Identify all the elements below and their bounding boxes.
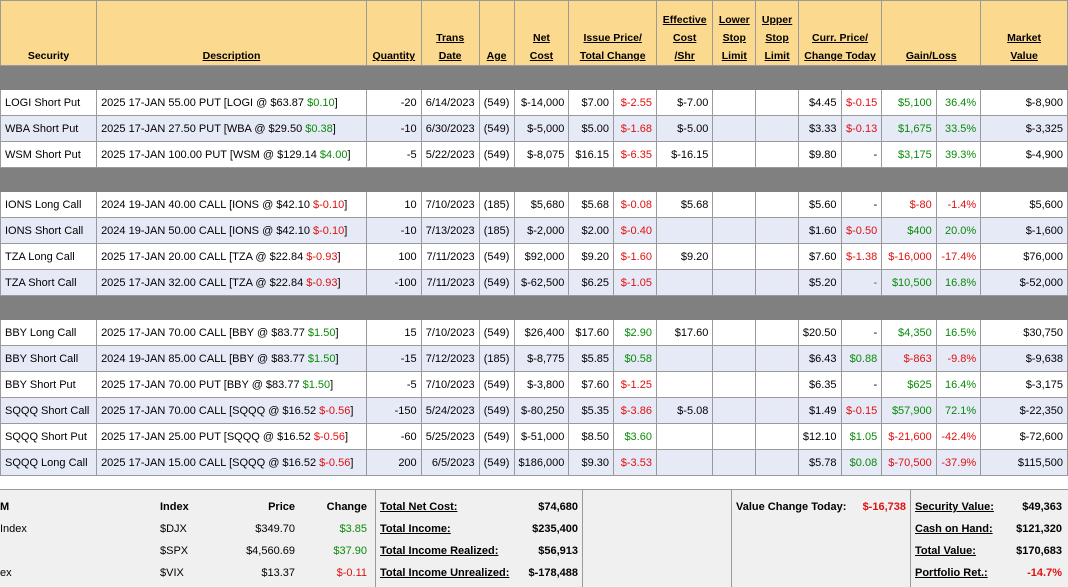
cell-gain-loss[interactable]: $10,500 [882,270,937,296]
cell-trans-date[interactable]: 7/11/2023 [421,270,479,296]
col-issue-price[interactable]: Issue Price/ Total Change [569,1,657,66]
cell-net-cost[interactable]: $-62,500 [514,270,569,296]
cell-quantity[interactable]: 200 [366,450,421,476]
cell-trans-date[interactable]: 5/24/2023 [421,398,479,424]
cell-upper-stop[interactable] [756,90,799,116]
cell-gain-loss[interactable]: $-16,000 [882,244,937,270]
cell-gain-loss[interactable]: $3,175 [882,142,937,168]
cell-change-today[interactable]: - [841,372,882,398]
table-row[interactable] [1,142,1068,168]
cell-upper-stop[interactable] [756,116,799,142]
total-row [376,496,582,518]
total-label: Total Income Unrealized: [380,567,510,579]
cell-change-today[interactable]: $-1.38 [841,244,882,270]
cell-total-change[interactable]: $-3.86 [613,398,656,424]
cell-description[interactable]: 2025 17-JAN 25.00 PUT [SQQQ @ $16.52 $-0.56] [97,424,367,450]
index-symbol: $SPX [160,545,189,557]
value-change-label: Value Change Today: [736,501,847,513]
cell-issue-price[interactable]: $2.00 [569,218,614,244]
cell-effective-cost[interactable]: $-5.00 [656,116,712,142]
index-price: $13.37 [261,567,295,579]
positions-body [1,66,1068,476]
cell-age[interactable]: (185) [479,192,514,218]
index-row [0,562,375,584]
cell-upper-stop[interactable] [756,142,799,168]
cell-quantity[interactable]: 100 [366,244,421,270]
cell-issue-price[interactable]: $5.00 [569,116,614,142]
index-header-price: Price [268,501,295,513]
cell-market-value[interactable]: $-72,600 [981,424,1068,450]
cell-gain-pct[interactable]: -9.8% [936,346,981,372]
cell-gain-pct[interactable]: -37.9% [936,450,981,476]
cell-quantity[interactable]: -10 [366,218,421,244]
cell-age[interactable]: (549) [479,424,514,450]
index-change: $37.90 [333,545,367,557]
cell-net-cost[interactable]: $-14,000 [514,90,569,116]
cell-issue-price[interactable]: $17.60 [569,320,614,346]
cell-upper-stop[interactable] [756,320,799,346]
cell-gain-pct[interactable]: 36.4% [936,90,981,116]
cell-market-value[interactable]: $-8,900 [981,90,1068,116]
cell-net-cost[interactable]: $-3,800 [514,372,569,398]
cell-gain-loss[interactable]: $4,350 [882,320,937,346]
cell-issue-price[interactable]: $8.50 [569,424,614,450]
summary-row [911,518,1068,540]
cell-total-change[interactable]: $-3.53 [613,450,656,476]
cell-description[interactable]: 2024 19-JAN 85.00 CALL [BBY @ $83.77 $1.50] [97,346,367,372]
cell-change-today[interactable]: $-0.15 [841,398,882,424]
cell-gain-loss[interactable]: $625 [882,372,937,398]
summary-row [911,496,1068,518]
total-label: Total Income: [380,523,451,535]
col-age[interactable]: Age [479,1,514,66]
cell-description[interactable]: 2025 17-JAN 70.00 PUT [BBY @ $83.77 $1.50] [97,372,367,398]
cell-total-change[interactable]: $-6.35 [613,142,656,168]
col-gain-loss[interactable]: Gain/Loss [882,1,981,66]
cell-trans-date[interactable]: 7/13/2023 [421,218,479,244]
cell-security[interactable]: IONS Long Call [1,192,97,218]
cell-effective-cost[interactable]: $9.20 [656,244,712,270]
cell-upper-stop[interactable] [756,218,799,244]
col-lower-stop[interactable]: Lower Stop Limit [713,1,756,66]
cell-change-today[interactable]: $1.05 [841,424,882,450]
cell-total-change[interactable]: $-2.55 [613,90,656,116]
cell-change-today[interactable]: - [841,192,882,218]
cell-issue-price[interactable]: $6.25 [569,270,614,296]
col-security[interactable]: Security [1,1,97,66]
cell-trans-date[interactable]: 6/5/2023 [421,450,479,476]
total-value: $-178,488 [528,567,578,579]
cell-total-change[interactable]: $2.90 [613,320,656,346]
table-row[interactable] [1,346,1068,372]
summary-row [911,540,1068,562]
cell-description[interactable]: 2024 19-JAN 50.00 CALL [IONS @ $42.10 $-0.10] [97,218,367,244]
col-market-value[interactable]: Market Value [981,1,1068,66]
col-curr-price[interactable]: Curr. Price/ Change Today [798,1,881,66]
cell-effective-cost[interactable]: $-7.00 [656,90,712,116]
total-label: Total Income Realized: [380,545,499,557]
cell-effective-cost[interactable]: $-5.08 [656,398,712,424]
cell-age[interactable]: (549) [479,90,514,116]
cell-description[interactable]: 2025 17-JAN 70.00 CALL [SQQQ @ $16.52 $-0.56] [97,398,367,424]
cell-upper-stop[interactable] [756,346,799,372]
cell-gain-loss[interactable]: $-863 [882,346,937,372]
col-net-cost[interactable]: Net Cost [514,1,569,66]
cell-issue-price[interactable]: $5.68 [569,192,614,218]
cell-net-cost[interactable]: $-8,775 [514,346,569,372]
value-change-value: $-16,738 [862,501,906,513]
cell-market-value[interactable]: $115,500 [981,450,1068,476]
cell-security[interactable]: BBY Long Call [1,320,97,346]
cell-gain-pct[interactable]: 16.8% [936,270,981,296]
cell-market-value[interactable]: $-52,000 [981,270,1068,296]
cell-total-change[interactable]: $0.58 [613,346,656,372]
cell-net-cost[interactable]: $26,400 [514,320,569,346]
cell-gain-pct[interactable]: 20.0% [936,218,981,244]
group-separator [1,66,1068,90]
cell-quantity[interactable]: -150 [366,398,421,424]
cell-change-today[interactable]: $0.08 [841,450,882,476]
cell-net-cost[interactable]: $-5,000 [514,116,569,142]
cell-curr-price[interactable]: $4.45 [798,90,841,116]
cell-upper-stop[interactable] [756,270,799,296]
cell-trans-date[interactable]: 5/22/2023 [421,142,479,168]
cell-age[interactable]: (549) [479,142,514,168]
cell-lower-stop[interactable] [713,192,756,218]
cell-curr-price[interactable]: $6.35 [798,372,841,398]
cell-description[interactable]: 2025 17-JAN 100.00 PUT [WSM @ $129.14 $4.00] [97,142,367,168]
cell-quantity[interactable]: 10 [366,192,421,218]
index-row [0,518,375,540]
cell-market-value[interactable]: $-3,175 [981,372,1068,398]
cell-change-today[interactable]: $-0.15 [841,90,882,116]
cell-effective-cost[interactable]: $5.68 [656,192,712,218]
cell-curr-price[interactable]: $5.78 [798,450,841,476]
cell-lower-stop[interactable] [713,142,756,168]
cell-description[interactable]: 2025 17-JAN 32.00 CALL [TZA @ $22.84 $-0.93] [97,270,367,296]
cell-upper-stop[interactable] [756,192,799,218]
cell-trans-date[interactable]: 7/10/2023 [421,372,479,398]
cell-gain-loss[interactable]: $57,900 [882,398,937,424]
cell-quantity[interactable]: -100 [366,270,421,296]
cell-age[interactable]: (549) [479,270,514,296]
cell-lower-stop[interactable] [713,90,756,116]
cell-issue-price[interactable]: $9.30 [569,450,614,476]
cell-lower-stop[interactable] [713,270,756,296]
cell-trans-date[interactable]: 7/12/2023 [421,346,479,372]
cell-security[interactable]: SQQQ Short Call [1,398,97,424]
cell-total-change[interactable]: $-1.68 [613,116,656,142]
cell-security[interactable]: IONS Short Call [1,218,97,244]
col-trans-date[interactable]: Trans Date [421,1,479,66]
cell-curr-price[interactable]: $9.80 [798,142,841,168]
cell-gain-pct[interactable]: -1.4% [936,192,981,218]
cell-gain-pct[interactable]: 72.1% [936,398,981,424]
cell-market-value[interactable]: $-4,900 [981,142,1068,168]
cell-total-change[interactable]: $-1.25 [613,372,656,398]
cell-change-today[interactable]: - [841,320,882,346]
header-row [1,1,1068,66]
cell-gain-loss[interactable]: $-80 [882,192,937,218]
cell-age[interactable]: (549) [479,398,514,424]
index-price: $349.70 [255,523,295,535]
cell-lower-stop[interactable] [713,244,756,270]
cell-total-change[interactable]: $-1.05 [613,270,656,296]
index-price: $4,560.69 [246,545,295,557]
summary-value: -14.7% [1027,567,1062,579]
cell-security[interactable]: WBA Short Put [1,116,97,142]
cell-gain-pct[interactable]: 33.5% [936,116,981,142]
cell-description[interactable]: 2025 17-JAN 27.50 PUT [WBA @ $29.50 $0.38] [97,116,367,142]
cell-security[interactable]: TZA Short Call [1,270,97,296]
cell-description[interactable]: 2025 17-JAN 55.00 PUT [LOGI @ $63.87 $0.10] [97,90,367,116]
index-change: $-0.11 [336,567,367,579]
index-header-change: Change [326,501,367,513]
cell-market-value[interactable]: $5,600 [981,192,1068,218]
cell-lower-stop[interactable] [713,320,756,346]
total-row [376,518,582,540]
cell-issue-price[interactable]: $5.35 [569,398,614,424]
col-upper-stop[interactable]: Upper Stop Limit [756,1,799,66]
table-row[interactable] [1,90,1068,116]
cell-gain-loss[interactable]: $5,100 [882,90,937,116]
cell-curr-price[interactable]: $5.20 [798,270,841,296]
cell-effective-cost[interactable] [656,270,712,296]
cell-lower-stop[interactable] [713,372,756,398]
summary-value: $49,363 [1022,501,1062,513]
total-value: $74,680 [538,501,578,513]
cell-net-cost[interactable]: $-80,250 [514,398,569,424]
col-description[interactable]: Description [97,1,367,66]
cell-gain-loss[interactable]: $1,675 [882,116,937,142]
cell-quantity[interactable]: -20 [366,90,421,116]
cell-net-cost[interactable]: $5,680 [514,192,569,218]
cell-change-today[interactable]: - [841,142,882,168]
col-effective-cost[interactable]: Effective Cost /Shr [656,1,712,66]
cell-gain-pct[interactable]: 16.5% [936,320,981,346]
cell-description[interactable]: 2025 17-JAN 70.00 CALL [BBY @ $83.77 $1.50] [97,320,367,346]
cell-market-value[interactable]: $30,750 [981,320,1068,346]
cell-age[interactable]: (549) [479,450,514,476]
cell-gain-pct[interactable]: -42.4% [936,424,981,450]
table-row[interactable] [1,320,1068,346]
cell-quantity[interactable]: -5 [366,372,421,398]
cell-age[interactable]: (549) [479,320,514,346]
cell-curr-price[interactable]: $6.43 [798,346,841,372]
cell-age[interactable]: (185) [479,218,514,244]
cell-effective-cost[interactable] [656,346,712,372]
cell-total-change[interactable]: $-0.40 [613,218,656,244]
index-header-index: Index [160,501,189,513]
index-symbol: $VIX [160,567,184,579]
index-change: $3.85 [339,523,367,535]
cell-quantity[interactable]: 15 [366,320,421,346]
table-row[interactable] [1,116,1068,142]
summary-footer [0,489,1068,587]
cell-description[interactable]: 2024 19-JAN 40.00 CALL [IONS @ $42.10 $-0.10] [97,192,367,218]
cell-gain-loss[interactable]: $-70,500 [882,450,937,476]
summary-label: Total Value: [915,545,976,557]
cell-net-cost[interactable]: $-51,000 [514,424,569,450]
index-name: Index [0,523,27,535]
cell-description[interactable]: 2025 17-JAN 20.00 CALL [TZA @ $22.84 $-0.93] [97,244,367,270]
cell-security[interactable]: LOGI Short Put [1,90,97,116]
table-row[interactable] [1,424,1068,450]
table-row[interactable] [1,372,1068,398]
cell-trans-date[interactable]: 7/10/2023 [421,192,479,218]
cell-net-cost[interactable]: $-2,000 [514,218,569,244]
cell-upper-stop[interactable] [756,398,799,424]
cell-curr-price[interactable]: $7.60 [798,244,841,270]
cell-security[interactable]: WSM Short Put [1,142,97,168]
cell-age[interactable]: (549) [479,116,514,142]
cell-effective-cost[interactable]: $17.60 [656,320,712,346]
cell-upper-stop[interactable] [756,424,799,450]
total-label: Total Net Cost: [380,501,458,513]
cell-trans-date[interactable]: 7/11/2023 [421,244,479,270]
portfolio-summary-panel [911,490,1068,587]
cell-age[interactable]: (549) [479,372,514,398]
cell-effective-cost[interactable] [656,450,712,476]
cell-total-change[interactable]: $-1.60 [613,244,656,270]
cell-age[interactable]: (185) [479,346,514,372]
cell-trans-date[interactable]: 7/10/2023 [421,320,479,346]
cell-upper-stop[interactable] [756,372,799,398]
cell-lower-stop[interactable] [713,450,756,476]
cell-curr-price[interactable]: $20.50 [798,320,841,346]
cell-issue-price[interactable]: $16.15 [569,142,614,168]
cell-gain-loss[interactable]: $400 [882,218,937,244]
cell-security[interactable]: SQQQ Long Call [1,450,97,476]
cell-description[interactable]: 2025 17-JAN 15.00 CALL [SQQQ @ $16.52 $-0.56] [97,450,367,476]
summary-value: $170,683 [1016,545,1062,557]
cell-curr-price[interactable]: $1.49 [798,398,841,424]
cell-upper-stop[interactable] [756,450,799,476]
cell-lower-stop[interactable] [713,398,756,424]
summary-label: Security Value: [915,501,994,513]
table-row[interactable] [1,218,1068,244]
cell-change-today[interactable]: - [841,270,882,296]
total-row [376,540,582,562]
cell-security[interactable]: BBY Short Call [1,346,97,372]
cell-net-cost[interactable]: $-8,075 [514,142,569,168]
cell-quantity[interactable]: -10 [366,116,421,142]
cell-total-change[interactable]: $3.60 [613,424,656,450]
index-row [0,540,375,562]
index-symbol: $DJX [160,523,187,535]
table-row[interactable] [1,244,1068,270]
cell-issue-price[interactable]: $7.60 [569,372,614,398]
cell-net-cost[interactable]: $186,000 [514,450,569,476]
total-row [376,562,582,584]
cell-gain-pct[interactable]: 39.3% [936,142,981,168]
cell-trans-date[interactable]: 6/14/2023 [421,90,479,116]
cell-gain-loss[interactable]: $-21,600 [882,424,937,450]
cell-trans-date[interactable]: 5/25/2023 [421,424,479,450]
cell-curr-price[interactable]: $5.60 [798,192,841,218]
cell-change-today[interactable]: $-0.50 [841,218,882,244]
summary-label: Cash on Hand: [915,523,993,535]
cell-curr-price[interactable]: $12.10 [798,424,841,450]
cell-effective-cost[interactable]: $-16.15 [656,142,712,168]
total-value: $56,913 [538,545,578,557]
cell-security[interactable]: TZA Long Call [1,244,97,270]
cell-market-value[interactable]: $76,000 [981,244,1068,270]
cell-quantity[interactable]: -15 [366,346,421,372]
cell-market-value[interactable]: $-22,350 [981,398,1068,424]
index-header-name: M [0,501,10,513]
group-separator [1,296,1068,320]
cell-security[interactable]: BBY Short Put [1,372,97,398]
index-name: ex [0,567,12,579]
cell-effective-cost[interactable] [656,372,712,398]
cell-gain-pct[interactable]: 16.4% [936,372,981,398]
cell-upper-stop[interactable] [756,244,799,270]
table-row[interactable] [1,450,1068,476]
cell-issue-price[interactable]: $9.20 [569,244,614,270]
cell-curr-price[interactable]: $1.60 [798,218,841,244]
cell-security[interactable]: SQQQ Short Put [1,424,97,450]
cell-effective-cost[interactable] [656,218,712,244]
cell-total-change[interactable]: $-0.08 [613,192,656,218]
cell-trans-date[interactable]: 6/30/2023 [421,116,479,142]
cell-change-today[interactable]: $0.88 [841,346,882,372]
cell-lower-stop[interactable] [713,424,756,450]
cell-change-today[interactable]: $-0.13 [841,116,882,142]
table-row[interactable] [1,398,1068,424]
cell-gain-pct[interactable]: -17.4% [936,244,981,270]
cell-issue-price[interactable]: $5.85 [569,346,614,372]
cell-curr-price[interactable]: $3.33 [798,116,841,142]
cell-quantity[interactable]: -5 [366,142,421,168]
cell-lower-stop[interactable] [713,116,756,142]
cell-market-value[interactable]: $-9,638 [981,346,1068,372]
totals-panel [376,490,582,587]
value-change-panel [732,490,910,587]
index-panel [0,490,375,587]
col-quantity[interactable]: Quantity [366,1,421,66]
cell-lower-stop[interactable] [713,218,756,244]
cell-market-value[interactable]: $-1,600 [981,218,1068,244]
summary-value: $121,320 [1016,523,1062,535]
table-row[interactable] [1,270,1068,296]
cell-issue-price[interactable]: $7.00 [569,90,614,116]
cell-age[interactable]: (549) [479,244,514,270]
cell-lower-stop[interactable] [713,346,756,372]
summary-row [911,562,1068,584]
group-separator [1,168,1068,192]
cell-effective-cost[interactable] [656,424,712,450]
summary-label: Portfolio Ret.: [915,567,988,579]
table-row[interactable] [1,192,1068,218]
cell-market-value[interactable]: $-3,325 [981,116,1068,142]
total-value: $235,400 [532,523,578,535]
cell-quantity[interactable]: -60 [366,424,421,450]
cell-net-cost[interactable]: $92,000 [514,244,569,270]
